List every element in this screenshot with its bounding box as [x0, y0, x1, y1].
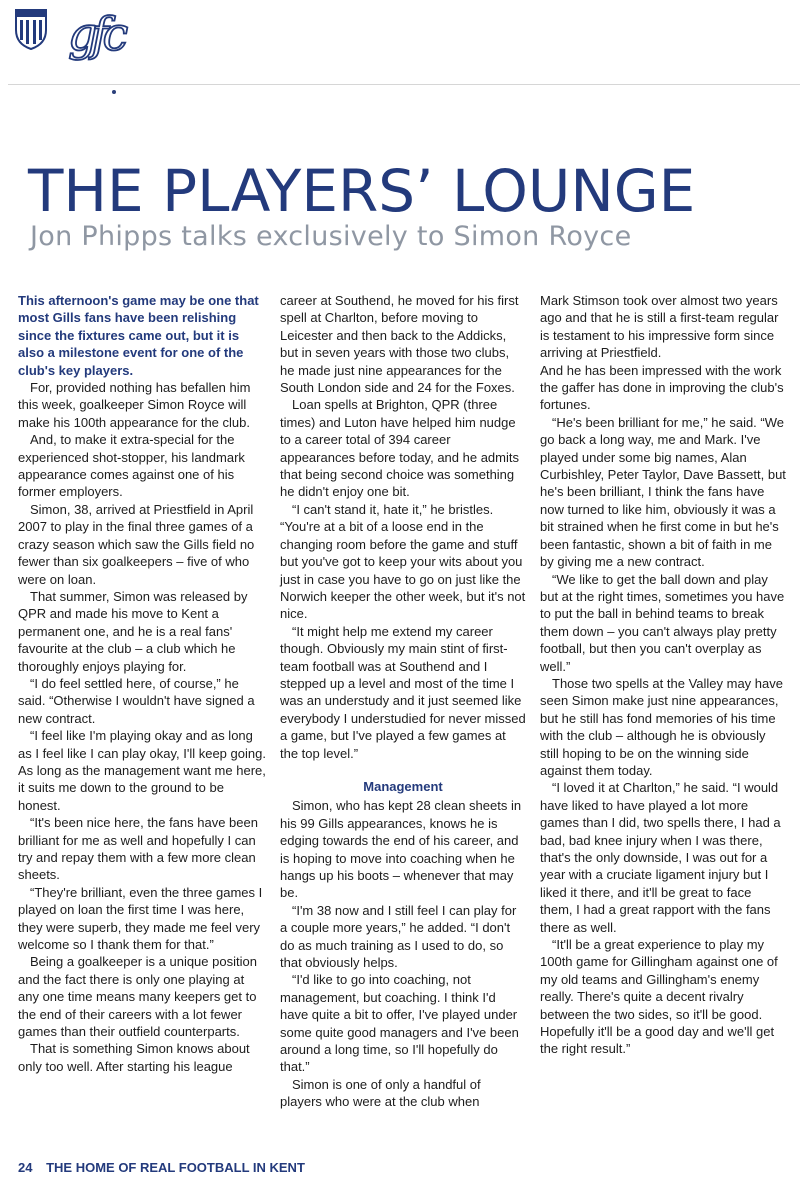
- paragraph: Simon, who has kept 28 clean sheets in his 99 Gills appearances, knows he is edging towards the end of his career, and is hoping to move into coaching when he hangs up his boots – whenever that may be.: [280, 798, 522, 901]
- gfc-monogram-text: gfc: [68, 7, 123, 61]
- page-header: [0, 0, 800, 88]
- article-subtitle: Jon Phipps talks exclusively to Simon Royce: [30, 221, 632, 252]
- page-number: 24: [18, 1160, 33, 1175]
- gfc-monogram-logo: [66, 6, 166, 66]
- article-title: THE PLAYERS’ LOUNGE: [28, 157, 696, 225]
- paragraph: “I loved it at Charlton,” he said. “I would have liked to have played a lot more games than I did, two spells there, I had a bad, bad knee injury when I was there, that's the only downside, I was out for a year with a cruciate ligament injury but I liked it there, and it'll be great to face them, I had a great rapport with the fans there as well.: [540, 780, 781, 935]
- paragraph: “I can't stand it, hate it,” he bristles. “You're at a bit of a loose end in the changing room before the game and stuff but you've got to keep your wits about you just in case you have to go on just like the Norwich keeper the other week, but it's not nice.: [280, 501, 526, 622]
- paragraph: “I do feel settled here, of course,” he said. “Otherwise I wouldn't have signed a new contract.: [18, 675, 255, 726]
- paragraph: “I'd like to go into coaching, not management, but coaching. I think I'd have quite a bit to offer, I've played under some quite good managers and I've been around a long time, so I'll hopefully do that.”: [280, 972, 519, 1075]
- section-subheading: Management: [363, 778, 443, 794]
- paragraph: For, provided nothing has befallen him this week, goalkeeper Simon Royce will make his 100th appearance for the club.: [18, 380, 251, 430]
- article-column-3: [540, 292, 786, 1058]
- paragraph: “It might help me extend my career though. Obviously my main stint of first-team football was at Southend and I stepped up a level and most of the time I was an understudy and it just seemed like everybody I understudied for never missed a game, but I've played a few games at the top level.”: [280, 623, 526, 761]
- paragraph: Mark Stimson took over almost two years ago and that he is still a first-team regular is testament to his impressive form since arriving at Priestfield.: [540, 293, 779, 361]
- paragraph: Loan spells at Brighton, QPR (three times) and Luton have helped him nudge to a career total of 394 career appearances before today, and he admits that being second choice was something he didn't enjoy one bit.: [280, 397, 519, 500]
- gillingham-crest-icon: [14, 6, 48, 50]
- paragraph: Simon is one of only a handful of players who were at the club when: [280, 1076, 481, 1110]
- paragraph: That is something Simon knows about only too well. After starting his league: [18, 1041, 250, 1074]
- decorative-dot: [112, 90, 116, 94]
- article-intro: This afternoon's game may be one that most Gills fans have been relishing since the fixtures came out, but it is also a milestone event for one of the club's key players.: [18, 293, 259, 378]
- paragraph: Those two spells at the Valley may have seen Simon make just nine appearances, but he still has fond memories of his time with the club – although he is obviously still hoping to be on the winning side against them today.: [540, 675, 783, 778]
- paragraph: And he has been impressed with the work the gaffer has done in improving the club's fortunes.: [540, 362, 784, 413]
- footer-tagline: THE HOME OF REAL FOOTBALL IN KENT: [46, 1160, 305, 1175]
- paragraph: “It's been nice here, the fans have been brilliant for me as well and hopefully I can try and repay them with a few more clean sheets.: [18, 815, 258, 883]
- article-column-1: [18, 292, 266, 1075]
- page-footer: [18, 1160, 618, 1175]
- paragraph: “We like to get the ball down and play but at the right times, sometimes you have to put the ball in behind teams to break them down – you can't always play pretty football, but then you can't overplay as well.”: [540, 571, 785, 674]
- paragraph: And, to make it extra-special for the experienced shot-stopper, his landmark appearance comes against one of his former employers.: [18, 432, 245, 500]
- paragraph: That summer, Simon was released by QPR and made his move to Kent a permanent one, and he is a real fans' favourite at the club – a club which he thoroughly enjoys playing for.: [18, 588, 248, 674]
- paragraph: Simon, 38, arrived at Priestfield in April 2007 to play in the final three games of a crazy season which saw the Gills field no fewer than six goalkeepers – five of who were on loan.: [18, 501, 255, 587]
- paragraph: “I'm 38 now and I still feel I can play for a couple more years,” he added. “I don't do as much training as I used to do, so that obviously helps.: [280, 902, 517, 971]
- article-column-2: [280, 292, 526, 1111]
- paragraph: “It'll be a great experience to play my 100th game for Gillingham against one of my old teams and Gillingham's enemy really. There's quite a decent rivalry between the two sides, so it'll be good. Hopefully it'll be a good day and we'll get the right result.”: [540, 937, 778, 1057]
- paragraph: career at Southend, he moved for his first spell at Charlton, before moving to Leicester and then back to the Addicks, but in seven years with those two clubs, he made just nine appearances for the South London side and 24 for the Foxes.: [280, 293, 519, 396]
- paragraph: “They're brilliant, even the three games I played on loan the first time I was here, they were superb, they made me feel very welcome so I thank them for that.”: [18, 884, 263, 953]
- paragraph: Being a goalkeeper is a unique position and the fact there is only one playing at any one time means many keepers get to the end of their careers with a lot fewer games than their outfield counterparts.: [18, 954, 257, 1040]
- header-rule: [8, 84, 800, 85]
- paragraph: “He's been brilliant for me,” he said. “We go back a long way, me and Mark. I've played under some big names, Alan Curbishley, Peter Taylor, Dave Bassett, but he's been brilliant, I think the fans have now turned to like him, obviously it was a bit strained when he first come in but he's been fantastic, shown a bit of faith in me by giving me a new contract.: [540, 414, 786, 570]
- paragraph: “I feel like I'm playing okay and as long as I feel like I can play okay, I'll keep going. As long as the management want me here, it suits me down to the ground to be honest.: [18, 728, 266, 813]
